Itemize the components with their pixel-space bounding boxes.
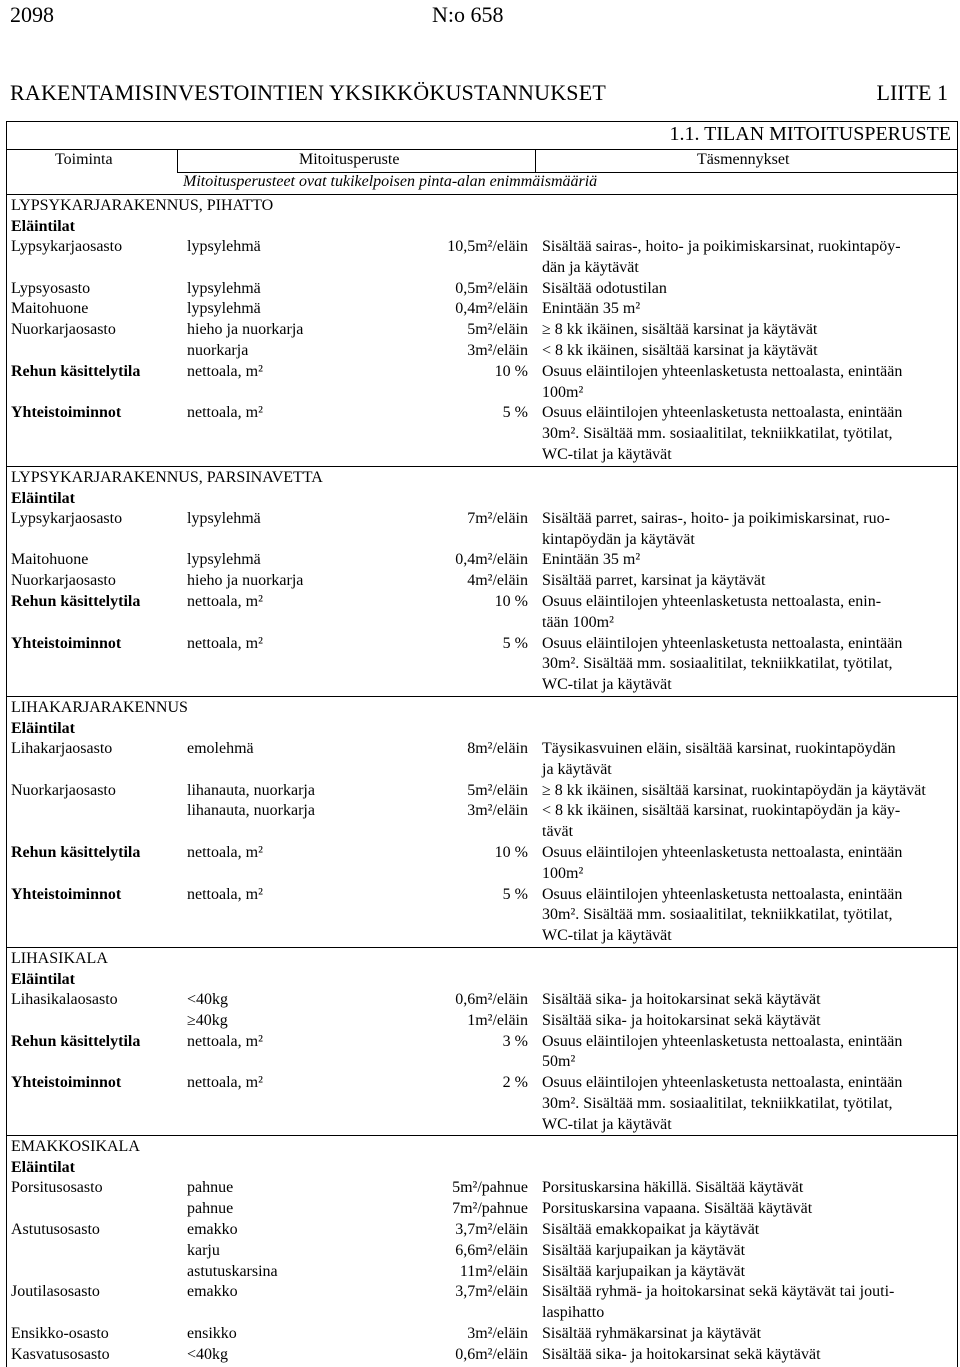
sizing-value-cell: 3m²/eläin <box>467 341 528 359</box>
details-cell <box>542 781 952 802</box>
table-body <box>7 195 957 1366</box>
details-line: < 8 kk ikäinen, sisältää karsinat, ruokintapöydän ja käy- <box>542 802 901 820</box>
details-cell <box>542 237 952 279</box>
details-line: Osuus eläintilojen yhteenlasketusta nettoalasta, enintään <box>542 1032 903 1050</box>
section-heading: LYPSYKARJARAKENNUS, PARSINAVETTA <box>7 466 957 488</box>
details-cell <box>542 1282 952 1324</box>
sizing-value-cell: 7m²/pahnue <box>452 1200 528 1218</box>
details-line: ja käytävät <box>542 760 612 778</box>
table-row <box>7 1345 957 1366</box>
details-cell <box>542 801 952 843</box>
table-row <box>7 990 957 1011</box>
table-row <box>7 634 957 696</box>
details-line: Osuus eläintilojen yhteenlasketusta nettoalasta, enintään <box>542 1074 903 1092</box>
details-line: WC-tilat ja käytävät <box>542 676 672 694</box>
table-row <box>7 509 957 551</box>
subsection-heading: Eläintilat <box>11 970 76 988</box>
details-line: WC-tilat ja käytävät <box>542 445 672 463</box>
sizing-value-cell: 3,7m²/eläin <box>455 1283 528 1301</box>
details-line: laspihatto <box>542 1304 605 1322</box>
details-line: Sisältää sairas-, hoito- ja poikimiskarsinat, ruokintapöy- <box>542 238 901 255</box>
section-heading: LIHASIKALA <box>7 947 957 969</box>
activity-cell: Joutilasosasto <box>11 1283 100 1301</box>
details-line: Osuus eläintilojen yhteenlasketusta nettoalasta, enintään <box>542 843 903 861</box>
details-line: tävät <box>542 823 574 841</box>
activity-cell: Rehun käsittelytila <box>11 592 141 610</box>
details-line: < 8 kk ikäinen, sisältää karsinat ja käytävät <box>542 341 818 359</box>
unit-cell: pahnue <box>187 1200 234 1218</box>
details-cell <box>542 341 952 362</box>
table-row <box>7 843 957 885</box>
details-line: Sisältää ryhmäkarsinat ja käytävät <box>542 1325 762 1343</box>
unit-cell: hieho ja nuorkarja <box>187 321 304 339</box>
details-cell <box>542 550 952 571</box>
details-line: WC-tilat ja käytävät <box>542 1115 672 1133</box>
table-row <box>7 1032 957 1074</box>
sizing-value-cell: 0,6m²/eläin <box>455 1345 528 1363</box>
unit-cell: hieho ja nuorkarja <box>187 572 304 590</box>
table-row <box>7 362 957 404</box>
sizing-value-cell: 1m²/eläin <box>467 1011 528 1029</box>
details-cell <box>542 843 952 885</box>
details-line: Sisältää ryhmä- ja hoitokarsinat sekä käytävät tai jouti- <box>542 1283 895 1301</box>
details-cell <box>542 634 952 696</box>
activity-cell: Yhteistoiminnot <box>11 885 122 903</box>
sizing-value-cell: 3m²/eläin <box>467 1325 528 1343</box>
details-line: Osuus eläintilojen yhteenlasketusta nettoalasta, enintään <box>542 404 903 422</box>
unit-cell: nettoala, m² <box>187 362 263 380</box>
details-line: Sisältää sika- ja hoitokarsinat sekä käytävät <box>542 1011 821 1029</box>
activity-cell: Nuorkarjaosasto <box>11 321 116 339</box>
details-cell <box>542 885 952 947</box>
sizing-value-cell: 3,7m²/eläin <box>455 1221 528 1239</box>
details-line: Sisältää emakkopaikat ja käytävät <box>542 1221 760 1239</box>
unit-cell: ensikko <box>187 1325 237 1343</box>
sizing-value-cell: 7m²/eläin <box>467 509 528 527</box>
unit-cell: nettoala, m² <box>187 592 263 610</box>
sizing-value-cell: 8m²/eläin <box>467 739 528 757</box>
details-cell <box>542 279 952 300</box>
details-line: tään 100m² <box>542 613 614 631</box>
table-row <box>7 885 957 947</box>
sizing-note: Mitoitusperusteet ovat tukikelpoisen pinta-alan enimmäismääriä <box>183 173 598 190</box>
unit-cell: nettoala, m² <box>187 404 263 422</box>
unit-cell: <40kg <box>187 990 229 1008</box>
col-header-activity: Toiminta <box>55 151 113 168</box>
unit-cell: nettoala, m² <box>187 1074 263 1092</box>
unit-cell: karju <box>187 1241 220 1259</box>
sizing-value-cell: 10 % <box>494 592 528 610</box>
table-row <box>7 1011 957 1032</box>
details-line: 30m². Sisältää mm. sosiaalitilat, tekniikkatilat, työtilat, <box>542 1094 893 1112</box>
details-line: Enintään 35 m² <box>542 551 641 569</box>
activity-cell: Yhteistoiminnot <box>11 1074 122 1092</box>
section-heading: LIHAKARJARAKENNUS <box>7 696 957 718</box>
activity-cell: Rehun käsittelytila <box>11 362 141 380</box>
details-cell <box>542 1220 952 1241</box>
table-row <box>7 1282 957 1324</box>
sizing-value-cell: 5 % <box>502 634 528 652</box>
unit-cell: lypsylehmä <box>187 509 261 527</box>
sizing-value-cell: 4m²/eläin <box>467 572 528 590</box>
unit-cell: nettoala, m² <box>187 885 263 903</box>
details-line: Osuus eläintilojen yhteenlasketusta nettoalasta, enintään <box>542 634 903 652</box>
details-cell <box>542 509 952 551</box>
details-cell <box>542 990 952 1011</box>
sizing-value-cell: 10 % <box>494 843 528 861</box>
details-cell <box>542 739 952 781</box>
activity-cell: Lihasikalaosasto <box>11 990 118 1008</box>
activity-cell: Kasvatusosasto <box>11 1345 110 1363</box>
details-line: dän ja käytävät <box>542 258 639 276</box>
unit-cell: nettoala, m² <box>187 634 263 652</box>
table-row <box>7 592 957 634</box>
sizing-value-cell: 0,6m²/eläin <box>455 990 528 1008</box>
details-line: 30m². Sisältää mm. sosiaalitilat, tekniikkatilat, työtilat, <box>542 906 893 924</box>
unit-cell: lypsylehmä <box>187 300 261 318</box>
section-heading: EMAKKOSIKALA <box>7 1135 957 1157</box>
details-cell <box>542 1324 952 1345</box>
details-cell <box>542 592 952 634</box>
details-line: Osuus eläintilojen yhteenlasketusta nettoalasta, enin- <box>542 592 882 610</box>
table-row <box>7 1178 957 1199</box>
sizing-value-cell: 3m²/eläin <box>467 802 528 820</box>
table-row <box>7 1262 957 1283</box>
details-cell <box>542 1345 952 1366</box>
table-row <box>7 550 957 571</box>
details-line: ≥ 8 kk ikäinen, sisältää karsinat, ruokintapöydän ja käytävät <box>542 781 926 799</box>
activity-cell: Astutusosasto <box>11 1221 100 1239</box>
details-line: Sisältää sika- ja hoitokarsinat sekä käytävät <box>542 1345 821 1363</box>
sizing-value-cell: 11m²/eläin <box>459 1262 528 1280</box>
sizing-value-cell: 5m²/pahnue <box>452 1179 528 1197</box>
activity-cell: Maitohuone <box>11 551 89 569</box>
details-line: ≥ 8 kk ikäinen, sisältää karsinat ja käytävät <box>542 321 818 339</box>
col-header-details: Täsmennykset <box>697 151 790 168</box>
page-number: 2098 <box>10 2 54 27</box>
sizing-value-cell: 5 % <box>502 404 528 422</box>
unit-cell: emakko <box>187 1221 238 1239</box>
details-line: Osuus eläintilojen yhteenlasketusta nettoalasta, enintään <box>542 885 903 903</box>
table-row <box>7 341 957 362</box>
header-col-divider <box>177 149 178 173</box>
activity-cell: Nuorkarjaosasto <box>11 781 116 799</box>
details-cell <box>542 571 952 592</box>
sizing-value-cell: 2 % <box>502 1074 528 1092</box>
subsection-heading: Eläintilat <box>11 1159 76 1177</box>
activity-cell: Rehun käsittelytila <box>11 1032 141 1050</box>
unit-cell: astutuskarsina <box>187 1262 278 1280</box>
details-cell <box>542 362 952 404</box>
details-line: 30m². Sisältää mm. sosiaalitilat, tekniikkatilat, työtilat, <box>542 655 893 673</box>
table-row <box>7 781 957 802</box>
header-col-divider <box>535 149 536 173</box>
details-line: Täysikasvuinen eläin, sisältää karsinat, ruokintapöydän <box>542 739 896 757</box>
details-cell <box>542 320 952 341</box>
activity-cell: Lypsykarjaosasto <box>11 509 123 527</box>
details-cell <box>542 1178 952 1199</box>
table-row <box>7 299 957 320</box>
details-line: 100m² <box>542 383 584 401</box>
details-line: 30m². Sisältää mm. sosiaalitilat, tekniikkatilat, työtilat, <box>542 425 893 443</box>
details-cell <box>542 1241 952 1262</box>
col-header-basis: Mitoitusperuste <box>299 151 400 168</box>
activity-cell: Yhteistoiminnot <box>11 634 122 652</box>
activity-cell: Rehun käsittelytila <box>11 843 141 861</box>
details-line: 100m² <box>542 864 584 882</box>
details-cell <box>542 1032 952 1074</box>
activity-cell: Maitohuone <box>11 300 89 318</box>
sizing-value-cell: 0,4m²/eläin <box>455 551 528 569</box>
details-line: Osuus eläintilojen yhteenlasketusta nettoalasta, enintään <box>542 362 903 380</box>
sizing-value-cell: 5m²/eläin <box>467 321 528 339</box>
subsection-heading: Eläintilat <box>11 719 76 737</box>
details-line: Sisältää karjupaikan ja käytävät <box>542 1241 746 1259</box>
details-cell <box>542 403 952 465</box>
activity-cell: Yhteistoiminnot <box>11 404 122 422</box>
sizing-value-cell: 0,4m²/eläin <box>455 300 528 318</box>
unit-cell: lihanauta, nuorkarja <box>187 802 315 820</box>
header-divider <box>7 149 957 150</box>
table-row <box>7 320 957 341</box>
sizing-value-cell: 6,6m²/eläin <box>455 1241 528 1259</box>
issue-number: N:o 658 <box>432 2 504 27</box>
table-row <box>7 801 957 843</box>
sizing-table <box>6 121 958 1367</box>
activity-cell: Nuorkarjaosasto <box>11 572 116 590</box>
activity-cell: Lihakarjaosasto <box>11 739 113 757</box>
sizing-value-cell: 3 % <box>502 1032 528 1050</box>
annex-label: LIITE 1 <box>876 80 948 105</box>
details-cell <box>542 1011 952 1032</box>
unit-cell: lihanauta, nuorkarja <box>187 781 315 799</box>
table-row <box>7 1199 957 1220</box>
unit-cell: lypsylehmä <box>187 238 261 255</box>
details-line: Sisältää karjupaikan ja käytävät <box>542 1262 746 1280</box>
details-cell <box>542 1262 952 1283</box>
details-cell <box>542 299 952 320</box>
details-line: Sisältää sika- ja hoitokarsinat sekä käytävät <box>542 990 821 1008</box>
sizing-value-cell: 5 % <box>502 885 528 903</box>
details-line: Porsituskarsina vapaana. Sisältää käytävät <box>542 1200 813 1218</box>
unit-cell: lypsylehmä <box>187 279 261 297</box>
details-line: Sisältää odotustilan <box>542 279 667 297</box>
sizing-value-cell: 10 % <box>494 362 528 380</box>
unit-cell: emakko <box>187 1283 238 1301</box>
table-row <box>7 1241 957 1262</box>
details-line: Porsituskarsina häkillä. Sisältää käytävät <box>542 1179 804 1197</box>
table-row <box>7 279 957 300</box>
details-line: 50m² <box>542 1053 576 1071</box>
unit-cell: emolehmä <box>187 739 254 757</box>
details-line: Enintään 35 m² <box>542 300 641 318</box>
details-line: kintapöydän ja käytävät <box>542 530 695 548</box>
unit-cell: pahnue <box>187 1179 234 1197</box>
details-cell <box>542 1073 952 1135</box>
details-cell <box>542 1199 952 1220</box>
activity-cell: Ensikko-osasto <box>11 1325 109 1343</box>
unit-cell: nettoala, m² <box>187 1032 263 1050</box>
unit-cell: nuorkarja <box>187 341 249 359</box>
sizing-value-cell: 0,5m²/eläin <box>455 279 528 297</box>
document-title: RAKENTAMISINVESTOINTIEN YKSIKKÖKUSTANNUKSET <box>10 80 606 105</box>
table-row <box>7 1220 957 1241</box>
section-title: 1.1. TILAN MITOITUSPERUSTE <box>669 123 951 145</box>
table-row <box>7 237 957 279</box>
unit-cell: ≥40kg <box>187 1011 228 1029</box>
table-row <box>7 403 957 465</box>
sizing-value-cell: 10,5m²/eläin <box>447 238 528 255</box>
unit-cell: nettoala, m² <box>187 843 263 861</box>
details-line: WC-tilat ja käytävät <box>542 927 672 945</box>
details-line: Sisältää parret, karsinat ja käytävät <box>542 572 766 590</box>
subsection-heading: Eläintilat <box>11 489 76 507</box>
activity-cell: Lypsyosasto <box>11 279 91 297</box>
sizing-value-cell: 5m²/eläin <box>467 781 528 799</box>
table-row <box>7 1073 957 1135</box>
unit-cell: <40kg <box>187 1345 229 1363</box>
activity-cell: Lypsykarjaosasto <box>11 238 123 255</box>
details-line: Sisältää parret, sairas-, hoito- ja poikimiskarsinat, ruo- <box>542 509 890 527</box>
activity-cell: Porsitusosasto <box>11 1179 103 1197</box>
table-row <box>7 571 957 592</box>
unit-cell: lypsylehmä <box>187 551 261 569</box>
table-row <box>7 1324 957 1345</box>
subsection-heading: Eläintilat <box>11 218 76 235</box>
table-row <box>7 739 957 781</box>
section-heading: LYPSYKARJARAKENNUS, PIHATTO <box>11 197 274 214</box>
